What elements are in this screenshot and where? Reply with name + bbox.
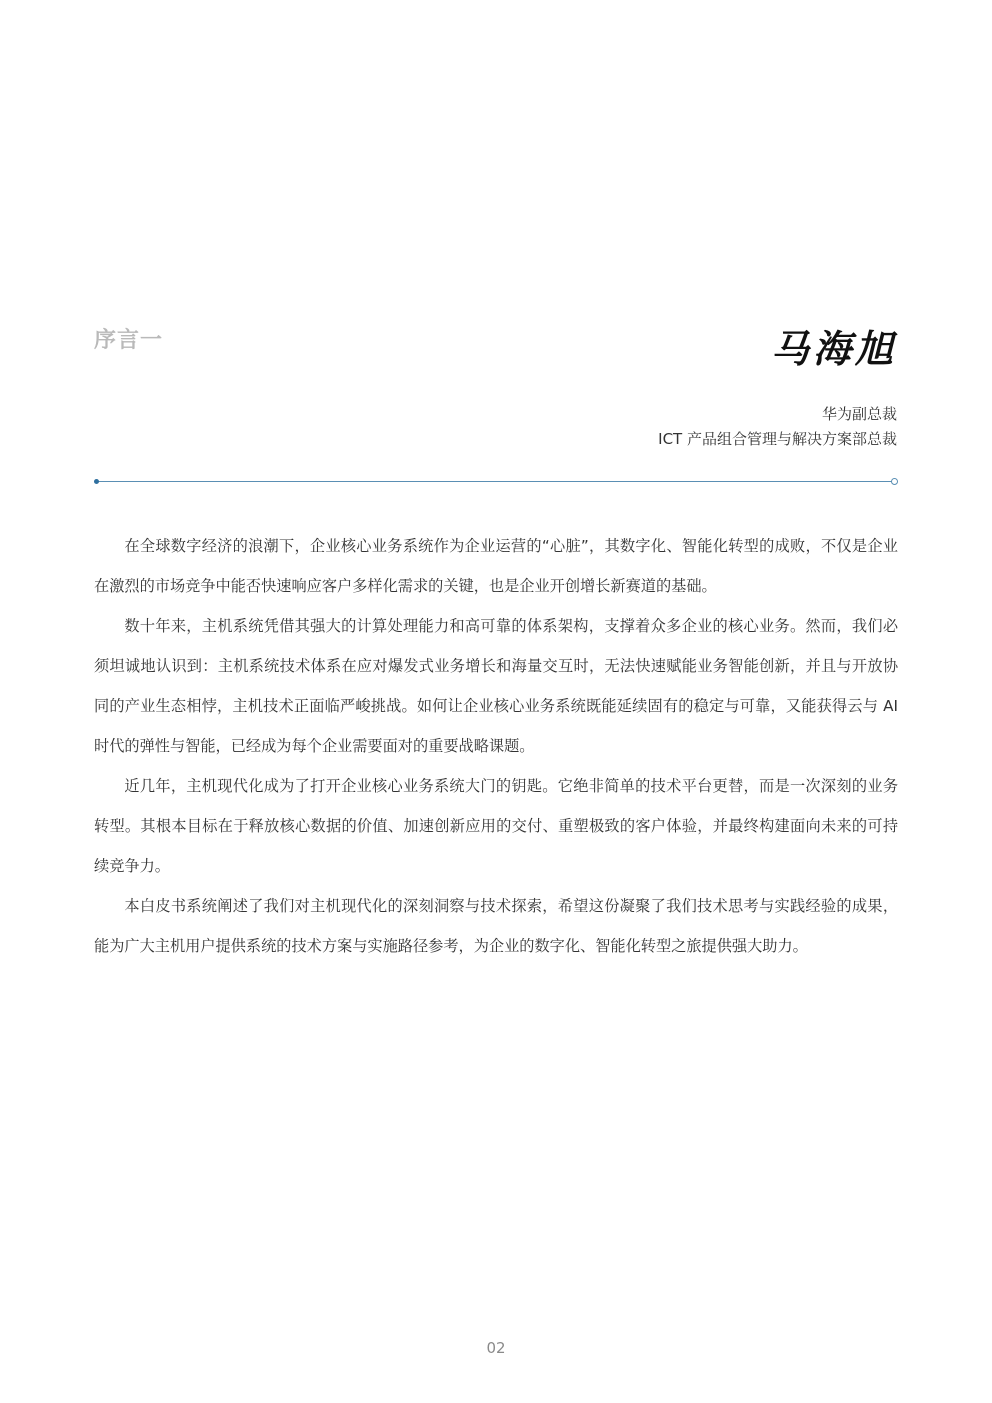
author-title-position: 华为副总裁 [821,405,897,423]
divider-dot-left-icon [94,479,99,484]
page-number: 02 [486,1339,506,1357]
divider-line [97,481,895,482]
author-name: 马海旭 [770,326,897,371]
paragraph-3: 近几年，主机现代化成为了打开企业核心业务系统大门的钥匙。它绝非简单的技术平台更替，而是一次深刻的业务转型。其根本目标在于释放核心数据的价值、加速创新应用的交付、重塑极致的客户体验，并最终构建面向未来的可持续竞争力。 [94,777,898,875]
section-divider [94,477,898,487]
author-titles [658,402,897,452]
preface-body [94,526,898,966]
paragraph-4: 本白皮书系统阐述了我们对主机现代化的深刻洞察与技术探索，希望这份凝聚了我们技术思考与实践经验的成果，能为广大主机用户提供系统的技术方案与实施路径参考，为企业的数字化、智能化转型之旅提供强大助力。 [94,897,898,955]
paragraph-1: 在全球数字经济的浪潮下，企业核心业务系统作为企业运营的“心脏”，其数字化、智能化转型的成败，不仅是企业在激烈的市场竞争中能否快速响应客户多样化需求的关键，也是企业开创增长新赛道的基础。 [94,537,898,595]
author-title-department: ICT 产品组合管理与解决方案部总裁 [658,430,897,448]
paragraph-2: 数十年来，主机系统凭借其强大的计算处理能力和高可靠的体系架构，支撑着众多企业的核心业务。然而，我们必须坦诚地认识到：主机系统技术体系在应对爆发式业务增长和海量交互时，无法快速赋能业务智能创新，并且与开放协同的产业生态相悖，主机技术正面临严峻挑战。如何让企业核心业务系统既能延续固有的稳定与可靠，又能获得云与 AI 时代的弹性与智能，已经成为每个企业需要面对的重要战略课题。 [94,617,898,755]
section-label: 序言一 [94,328,164,353]
divider-dot-right-icon [891,478,898,485]
